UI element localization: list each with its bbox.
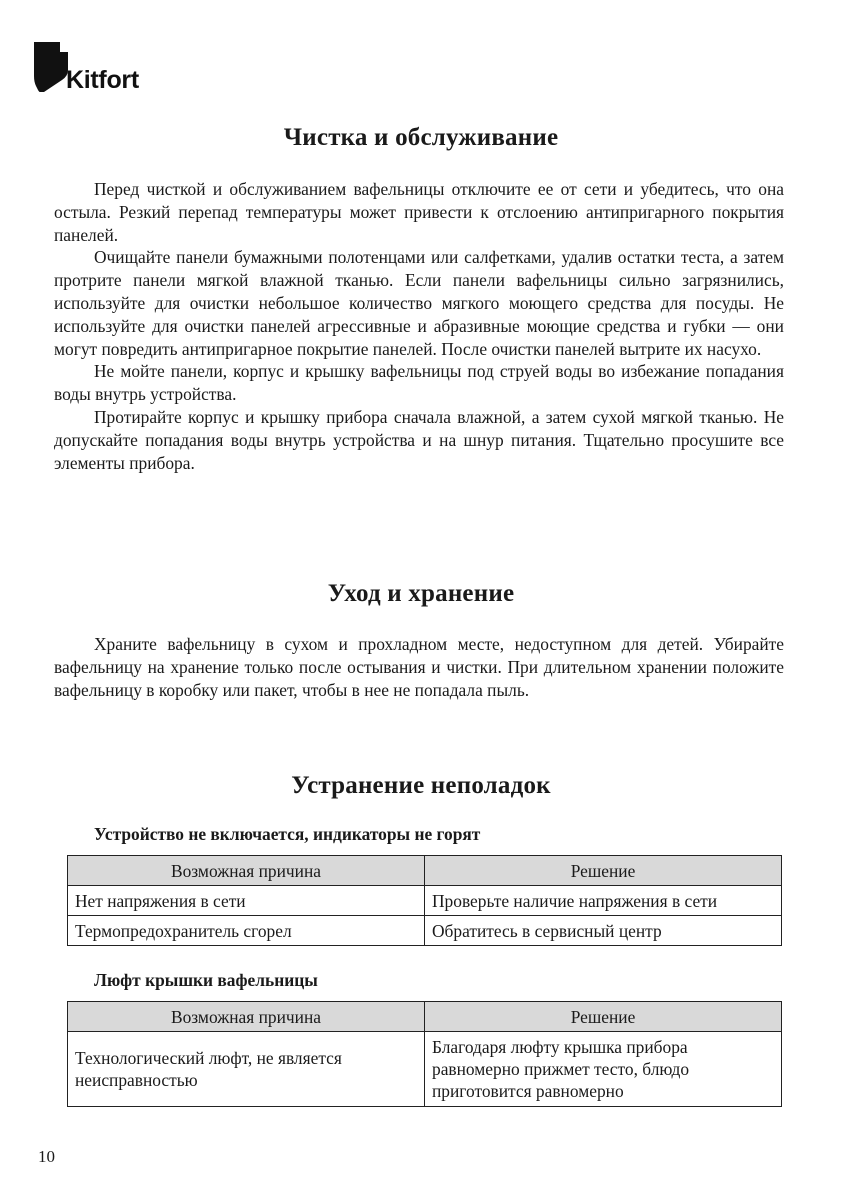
storage-text: [54, 633, 784, 701]
problem-heading-1: Устройство не включается, индикаторы не горят: [94, 824, 481, 844]
solution-cell: Обратитесь в сервисный центр: [425, 916, 782, 946]
cause-cell: Термопредохранитель сгорел: [68, 916, 425, 946]
column-header-cause: Возможная причина: [68, 1002, 425, 1032]
troubleshooting-title: Устранение неполадок: [291, 772, 551, 799]
cleaning-paragraph: Очищайте панели бумажными полотенцами или салфетками, удалив остатки теста, а затем протрите панели мягкой влажной тканью. Если панели вафельницы сильно загрязнились, используйте для очистки небольшое количество мягкого моющего средства для посуды. Не используйте для очистки панелей агрессивные и абразивные моющие средства и губки — они могут повредить антипригарное покрытие панелей. После очистки панелей вытрите их насухо.: [54, 247, 784, 359]
cleaning-text: [54, 178, 784, 474]
cleaning-paragraph: Протирайте корпус и крышку прибора сначала влажной, а затем сухой мягкой тканью. Не допускайте попадания воды внутрь устройства и на шнур питания. Тщательно просушите все элементы прибора.: [54, 406, 784, 473]
cleaning-title: Чистка и обслуживание: [283, 124, 559, 151]
kitfort-logo: [34, 42, 154, 94]
solution-cell: Благодаря люфту крышка прибора равномерно прижмет тесто, блюдо приготовится равномерно: [425, 1032, 782, 1107]
cleaning-paragraph: Перед чисткой и обслуживанием вафельницы отключите ее от сети и убедитесь, что она остыла. Резкий перепад температуры может привести к отслоению антипригарного покрытия панелей.: [54, 179, 784, 245]
cleaning-paragraph: Не мойте панели, корпус и крышку вафельницы под струей воды во избежание попадания воды внутрь устройства.: [54, 361, 784, 405]
column-header-solution: Решение: [425, 1002, 782, 1032]
table-header-row: [68, 856, 782, 886]
table-header-row: [68, 1002, 782, 1032]
column-header-solution: Решение: [425, 856, 782, 886]
troubleshooting-table-2: [67, 1001, 782, 1107]
cause-cell: Технологический люфт, не является неисправностью: [68, 1032, 425, 1107]
brand-name: Kitfort: [66, 66, 139, 94]
solution-cell: Проверьте наличие напряжения в сети: [425, 886, 782, 916]
table-row: [68, 916, 782, 946]
storage-title: Уход и хранение: [327, 580, 515, 607]
table-row: [68, 886, 782, 916]
page-number: 10: [38, 1147, 55, 1166]
storage-paragraph: Храните вафельницу в сухом и прохладном месте, недоступном для детей. Убирайте вафельницу на хранение только после остывания и чистки. При длительном хранении положите вафельницу в коробку или пакет, чтобы в нее не попадала пыль.: [54, 634, 784, 700]
column-header-cause: Возможная причина: [68, 856, 425, 886]
problem-heading-2: Люфт крышки вафельницы: [94, 970, 318, 990]
troubleshooting-table-1: [67, 855, 782, 946]
table-row: [68, 1032, 782, 1107]
cause-cell: Нет напряжения в сети: [68, 886, 425, 916]
kitfort-logo-mark-icon: [34, 42, 68, 92]
